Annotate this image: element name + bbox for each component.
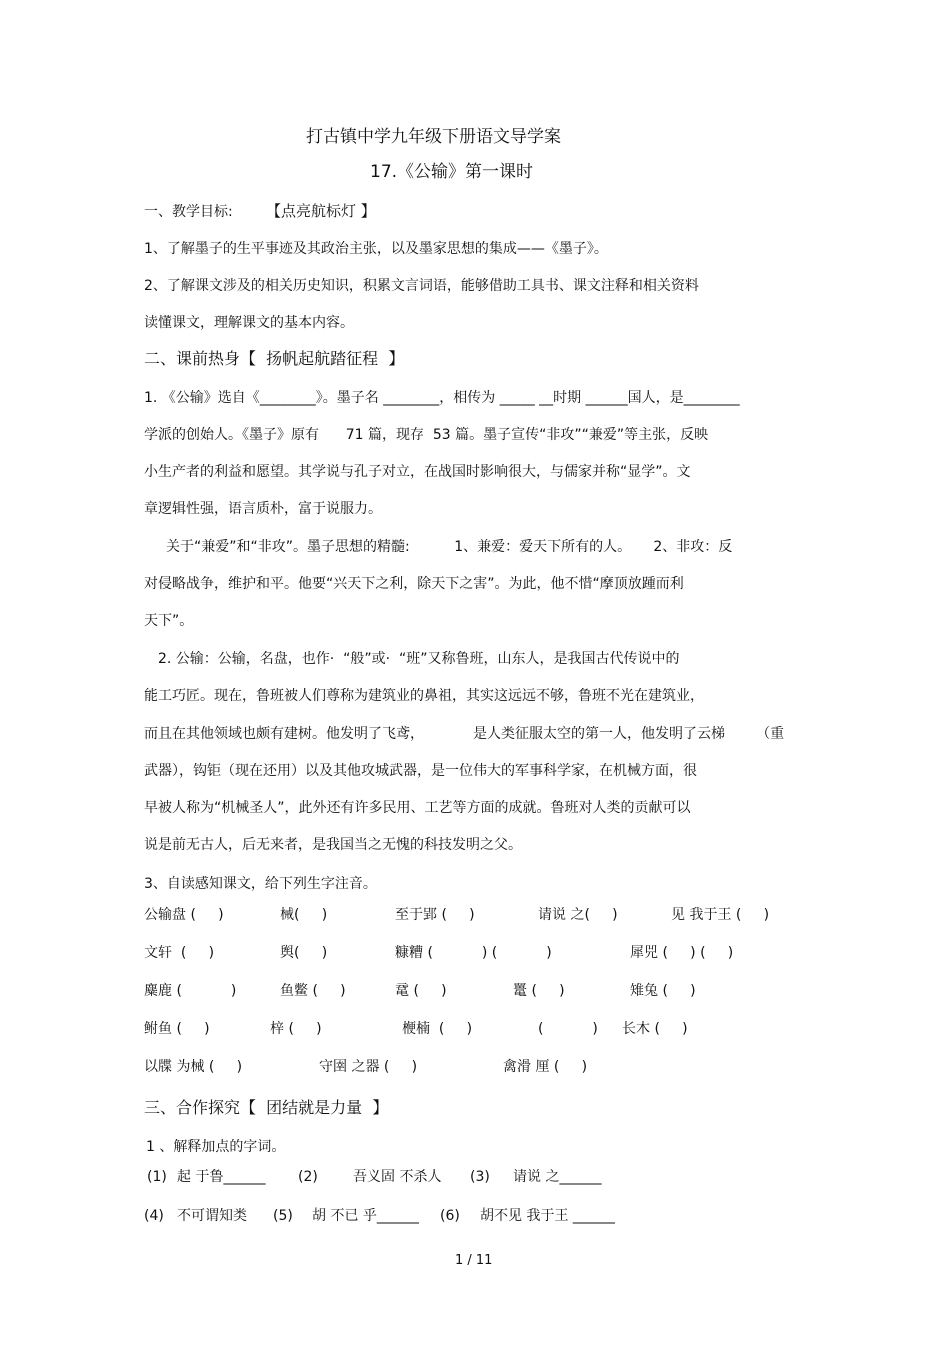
section3-heading: 三、合作探究【 团结就是力量 】 — [144, 1098, 389, 1117]
exercise-number: (2) — [298, 1169, 318, 1185]
section1-item-1: 1、了解墨子的生平事迹及其政治主张，以及墨家思想的集成——《墨子》。 — [144, 241, 608, 257]
para3-line: 武器），钩钜（现在还用）以及其他攻城武器，是一位伟大的军事科学家，在机械方面，很 — [144, 763, 697, 779]
exercise-number: (3) — [470, 1169, 490, 1185]
pinyin-item: 至于郢 ( ) — [395, 907, 475, 923]
para2-line: 天下”。 — [144, 613, 194, 629]
section2-heading: 二、课前热身【 扬帆起航踏征程 】 — [144, 349, 405, 368]
pinyin-item: 鱼鳖 ( ) — [280, 983, 346, 999]
pinyin-item: 守圉 之器 ( ) — [319, 1059, 418, 1075]
para3-line: 早被人称为“机械圣人”，此外还有许多民用、工艺等方面的成就。鲁班对人类的贡献可以 — [144, 800, 691, 816]
exercise-number: (4) — [144, 1208, 164, 1224]
lesson-title: 17.《公输》第一课时 — [370, 162, 534, 182]
para2-line: 对侵略战争，维护和平。他要“兴天下之利，除天下之害”。为此，他不惜“摩顶放踵而利 — [144, 576, 684, 592]
pinyin-item: 见 我于王 ( ) — [671, 907, 770, 923]
para1-line: 章逻辑性强，语言质朴，富于说服力。 — [144, 501, 382, 517]
pinyin-item: 禽滑 厘 ( ) — [503, 1059, 588, 1075]
pinyin-item: 麋鹿 ( ) — [144, 983, 237, 999]
pinyin-item: ( ) — [538, 1021, 598, 1037]
pinyin-item: 糠糟 ( ) ( ) — [395, 945, 552, 961]
para3-line: 能工巧匠。现在，鲁班被人们尊称为建筑业的鼻祖，其实这远远不够，鲁班不光在建筑业， — [144, 688, 704, 704]
section1-tag: 【点亮航标灯 】 — [266, 202, 376, 220]
pinyin-item: 长木 ( ) — [622, 1021, 688, 1037]
pinyin-item: 鲋鱼 ( ) — [144, 1021, 210, 1037]
exercise-item: 胡 不已 乎______ — [312, 1208, 419, 1224]
exercise-item: 吾义固 不杀人 — [353, 1169, 442, 1185]
pinyin-item: 舆( ) — [280, 945, 328, 961]
pinyin-item: 鼍 ( ) — [513, 983, 565, 999]
para1-line: 学派的创始人。《墨子》原有 71 篇，现存 53 篇。墨子宣传“非攻”“兼爱”等主张，反映 — [144, 427, 709, 443]
pinyin-item: 犀兕 ( ) ( ) — [630, 945, 734, 961]
para2-line: 关于“兼爱”和“非攻”。墨子思想的精髓: 1、兼爱：爱天下所有的人。 2、非攻：反 — [166, 539, 733, 555]
question-3: 3、自读感知课文，给下列生字注音。 — [144, 876, 377, 892]
exercise-number: (5) — [273, 1208, 293, 1224]
exercise-item: 起 于鲁______ — [177, 1169, 266, 1185]
exercise-number: (6) — [440, 1208, 460, 1224]
para3-line: 2. 公输：公输，名盘，也作· “般”或· “班”又称鲁班，山东人，是我国古代传说中的 — [158, 651, 680, 667]
pinyin-item: 以牒 为械 ( ) — [144, 1059, 243, 1075]
section1-item-2: 2、了解课文涉及的相关历史知识，积累文言词语，能够借助工具书、课文注释和相关资料 — [144, 278, 699, 294]
para1-line: 小生产者的利益和愿望。其学说与孔子对立，在战国时影响很大，与儒家并称“显学”。文 — [144, 464, 691, 480]
pinyin-item: 鼋 ( ) — [395, 983, 447, 999]
pinyin-item: 雉兔 ( ) — [630, 983, 696, 999]
pinyin-item: 械( ) — [280, 907, 328, 923]
pinyin-item: 文轩 ( ) — [144, 945, 215, 961]
pinyin-item: 请说 之( ) — [538, 907, 618, 923]
exercise-item: 胡不见 我于王 ______ — [480, 1208, 615, 1224]
exercise-item: 不可谓知类 — [177, 1208, 247, 1224]
para1-line: 1. 《公输》选自《________》。墨子名 ________，相传为 _____ __时期 ______国人，是________ — [144, 390, 740, 406]
exercise-item: 请说 之______ — [513, 1169, 602, 1185]
section1-heading: 一、教学目标: — [144, 204, 233, 220]
section1-item-2-cont: 读懂课文，理解课文的基本内容。 — [144, 315, 354, 331]
pinyin-item: 楩楠 ( ) — [402, 1021, 473, 1037]
para3-line: 说是前无古人，后无来者，是我国当之无愧的科技发明之父。 — [144, 837, 522, 853]
exercise-number: (1) — [147, 1169, 167, 1185]
document-title: 打古镇中学九年级下册语文导学案 — [306, 127, 561, 147]
pinyin-item: 梓 ( ) — [270, 1021, 322, 1037]
section3-question-1: 1 、解释加点的字词。 — [146, 1139, 286, 1155]
pinyin-item: 公输盘 ( ) — [144, 907, 224, 923]
page-number: 1 / 11 — [455, 1253, 493, 1268]
para3-line: 而且在其他领域也颇有建树。他发明了飞鸢， 是人类征服太空的第一人，他发明了云梯 （重 — [144, 726, 785, 742]
